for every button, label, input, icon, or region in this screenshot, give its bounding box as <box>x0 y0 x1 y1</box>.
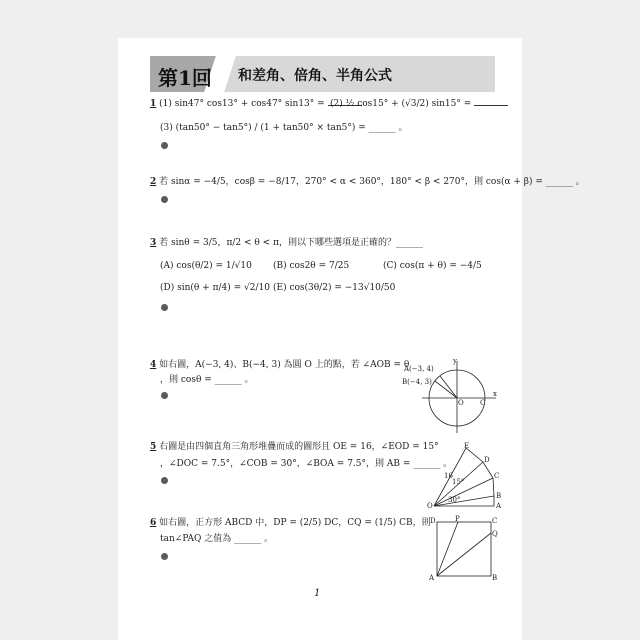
note-icon <box>161 304 168 311</box>
circle-figure <box>400 355 500 435</box>
q6-line1: 如右圖，正方形 ABCD 中，DP = (2/5) DC，CQ = (1/5) CB，則 <box>159 518 431 528</box>
question-number: 5 <box>150 442 157 452</box>
label-a: A <box>429 574 435 580</box>
question-number: 1 <box>150 99 157 109</box>
label-a: A <box>496 502 502 510</box>
triangle-stack-figure <box>426 442 506 514</box>
q5-line1: 右圖是由四個直角三角形堆疊而成的圖形且 OE = 16，∠EOD = 15° <box>159 442 439 452</box>
page-number: 1 <box>314 588 321 599</box>
q1-part1-text: (1) sin47° cos13° + cos47° sin13° = <box>159 99 325 109</box>
header-title: 和差角、倍角、半角公式 <box>238 68 392 84</box>
note-icon <box>161 196 168 203</box>
label-e: E <box>464 442 470 450</box>
label-c: C <box>480 399 486 407</box>
label-b: B <box>492 574 498 580</box>
label-angle-15: 15° <box>452 478 465 486</box>
label-b: B(−4, 3) <box>402 378 432 386</box>
label-d: D <box>484 456 490 464</box>
note-icon <box>161 477 168 484</box>
label-y: y <box>453 357 457 365</box>
question-1-part2 <box>330 96 508 110</box>
option-d: (D) sin(θ + π/4) = √2/10 <box>160 283 270 293</box>
label-p: P <box>455 515 460 523</box>
option-b: (B) cos2θ = 7/25 <box>273 261 350 271</box>
q3-text: 若 sinθ = 3/5，π/2 < θ < π，則以下哪些選項是正確的？______ <box>159 238 423 248</box>
label-c: C <box>494 472 500 480</box>
note-icon <box>161 142 168 149</box>
question-number: 6 <box>150 518 157 528</box>
header-number: 第1回 <box>158 66 212 90</box>
question-6-line2: tan∠PAQ 之值為 ______ 。 <box>160 534 274 544</box>
option-e: (E) cos(3θ/2) = −13√10/50 <box>273 283 396 293</box>
question-5-line1 <box>150 441 439 453</box>
note-icon <box>161 392 168 399</box>
square-abcd <box>437 522 491 576</box>
question-1-part3: (3) (tan50° − tan5°) / (1 + tan50° × tan5°) = ______ 。 <box>160 123 408 133</box>
section-header <box>150 56 495 92</box>
label-length: 16 <box>444 472 453 480</box>
question-number: 2 <box>150 177 157 187</box>
label-q: Q <box>492 530 498 538</box>
question-6-line1 <box>150 517 431 529</box>
label-o: O <box>427 502 433 510</box>
question-2 <box>150 176 585 188</box>
label-a: A(−3, 4) <box>404 365 434 373</box>
question-number: 4 <box>150 360 157 370</box>
question-number: 3 <box>150 238 157 248</box>
label-x: x <box>493 390 497 398</box>
label-o: O <box>458 399 464 407</box>
option-a: (A) cos(θ/2) = 1/√10 <box>160 261 252 271</box>
answer-blank <box>474 96 508 106</box>
question-5-line2: ，∠DOC = 7.5°，∠COB = 30°，∠BOA = 7.5°，則 AB = ______ 。 <box>160 459 453 469</box>
q2-text: 若 sinα = −4/5，cosβ = −8/17，270° < α < 360°，180° < β < 270°，則 cos(α + β) = ______ 。 <box>159 177 585 187</box>
q1-part2-text: (2) ½ cos15° + (√3/2) sin15° = <box>330 99 472 109</box>
note-icon <box>161 553 168 560</box>
question-4-line1 <box>150 359 409 371</box>
option-c: (C) cos(π + θ) = −4/5 <box>383 261 482 271</box>
label-c: C <box>492 517 498 525</box>
label-b: B <box>496 492 502 500</box>
question-4-line2: ，則 cosθ = ______ 。 <box>160 375 254 385</box>
label-d: D <box>430 517 436 525</box>
square-figure <box>428 514 500 580</box>
q4-line1: 如右圖，A(−3, 4)、B(−4, 3) 為圓 O 上的點，若 ∠AOB = θ <box>159 360 410 370</box>
label-angle-30: 30° <box>448 496 461 504</box>
question-3 <box>150 237 423 249</box>
